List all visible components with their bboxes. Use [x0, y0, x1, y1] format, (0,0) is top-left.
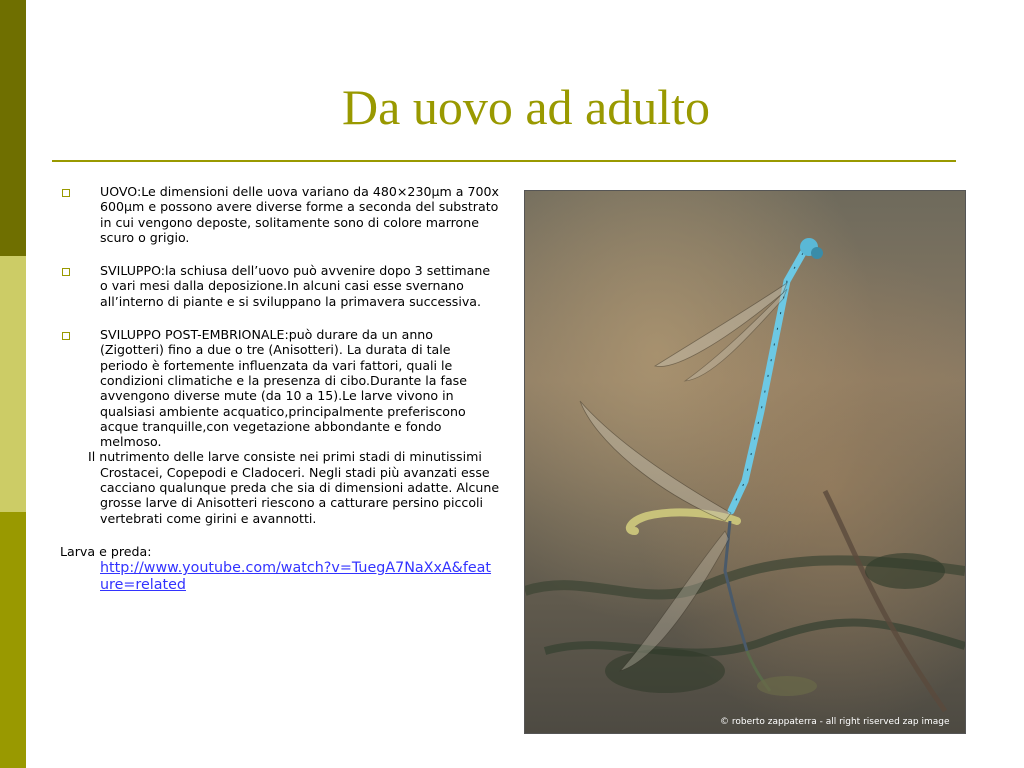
square-bullet-icon — [62, 268, 70, 276]
bullet-uovo — [60, 184, 500, 245]
damselfly-illustration — [525, 191, 965, 733]
bullet-post-embrionale — [60, 327, 500, 449]
larva-label: Larva e preda: — [60, 543, 152, 559]
slide-body — [60, 184, 500, 594]
bullet-text: SVILUPPO:la schiusa dell’uovo può avvenire dopo 3 settimane o vari mesi dalla deposizione.In alcuni casi esse svernano all’interno di piante e si sviluppano la primavera successiva. — [100, 263, 491, 309]
dragonfly-photo — [524, 190, 966, 734]
bullet-text: SVILUPPO POST-EMBRIONALE:può durare da un anno (Zigotteri) fino a due o tre (Anisotteri). La durata di tale periodo è fortemente influenzata da vari fattori, quali le condizioni climatiche e la presenza di cibo.Durante la fase avvengono diverse mute (da 10 a 15).Le larve vivono in qualsiasi ambiente acquatico,principalmente preferiscono acque tranquille,con vegetazione abbondante e fondo melmoso. — [100, 327, 467, 450]
left-band-dark — [0, 0, 26, 256]
left-band-olive — [0, 512, 26, 768]
square-bullet-icon — [62, 189, 70, 197]
bullet-text: UOVO:Le dimensioni delle uova variano da 480×230μm a 700x 600μm e possono avere diverse forme a seconda del substrato in cui vengono deposte, solitamente sono di colore marrone scuro o grigio. — [100, 184, 499, 245]
bullet-sviluppo — [60, 263, 500, 309]
slide-title: Da uovo ad adulto — [342, 79, 710, 135]
youtube-link[interactable]: http://www.youtube.com/watch?v=TuegA7NaXxA&feature=related — [100, 560, 492, 594]
nutrition-paragraph: Il nutrimento delle larve consiste nei primi stadi di minutissimi Crostacei, Copepodi e Cladoceri. Negli stadi più avanzati esse cacciano qualunque preda che sia di dimensioni adatte. Alcune grosse larve di Anisotteri riescono a catturare persino piccoli vertebrati come girini e avannotti. — [88, 449, 500, 526]
left-band-light — [0, 256, 26, 512]
title-divider — [52, 160, 956, 162]
square-bullet-icon — [62, 332, 70, 340]
photo-credit: © roberto zappaterra - all right riserved zap image — [720, 717, 950, 727]
